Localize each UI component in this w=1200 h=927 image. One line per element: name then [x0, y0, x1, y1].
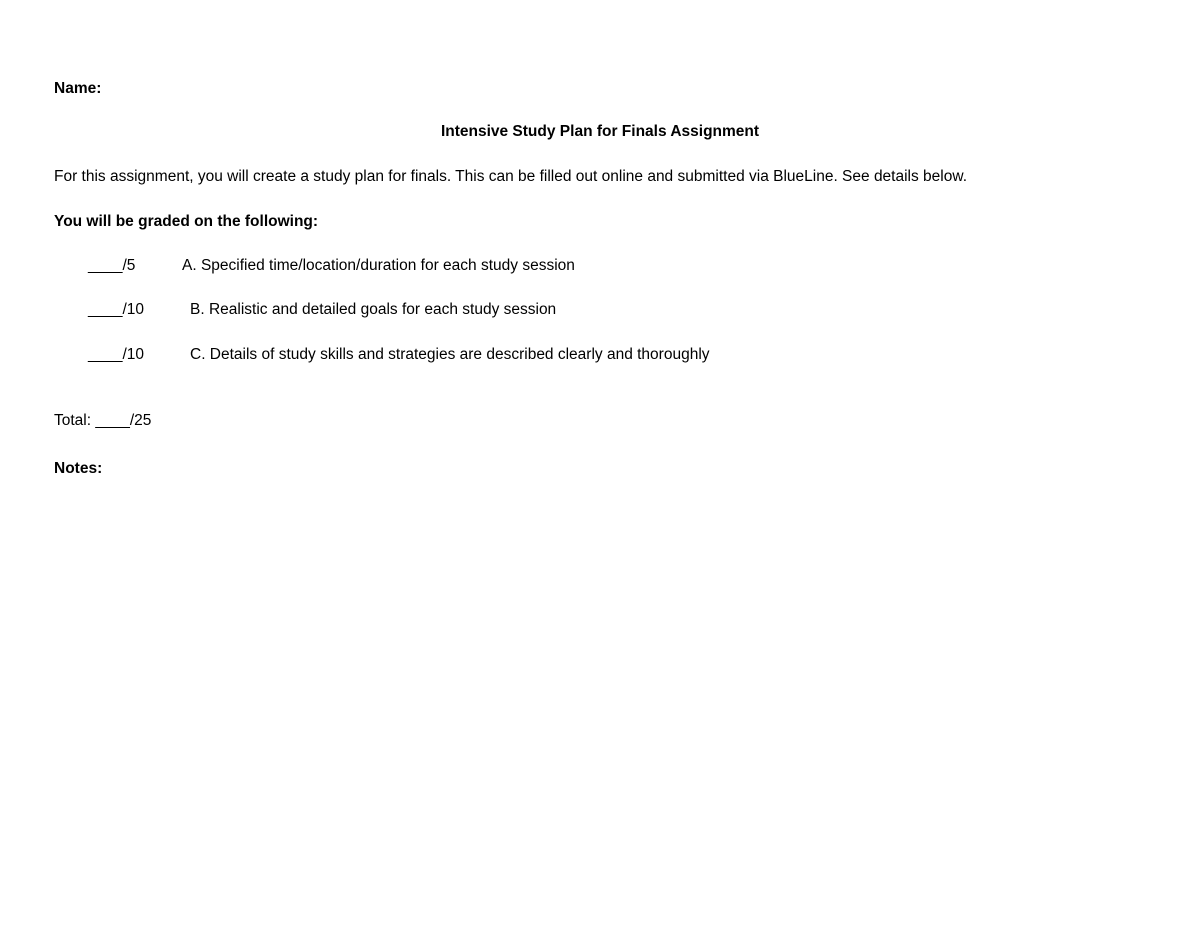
- criterion-row-a: [88, 256, 575, 276]
- criterion-description: C. Details of study skills and strategies are described clearly and thoroughly: [190, 346, 710, 363]
- notes-label: Notes:: [54, 460, 103, 477]
- criterion-row-b: [88, 300, 557, 320]
- name-label: Name:: [54, 80, 102, 97]
- document-title: Intensive Study Plan for Finals Assignment: [440, 123, 760, 140]
- criterion-score: ____/5: [88, 257, 136, 274]
- intro-paragraph: For this assignment, you will create a study plan for finals. This can be filled out online and submitted via BlueLine. See details below.: [54, 168, 968, 185]
- criterion-description: A. Specified time/location/duration for each study session: [182, 257, 575, 274]
- criterion-score: ____/10: [88, 301, 145, 318]
- total-score: Total: ____/25: [54, 412, 152, 429]
- criterion-description: B. Realistic and detailed goals for each study session: [190, 301, 557, 318]
- grading-heading: You will be graded on the following:: [54, 213, 319, 230]
- criterion-score: ____/10: [88, 346, 145, 363]
- criterion-row-c: [88, 345, 710, 365]
